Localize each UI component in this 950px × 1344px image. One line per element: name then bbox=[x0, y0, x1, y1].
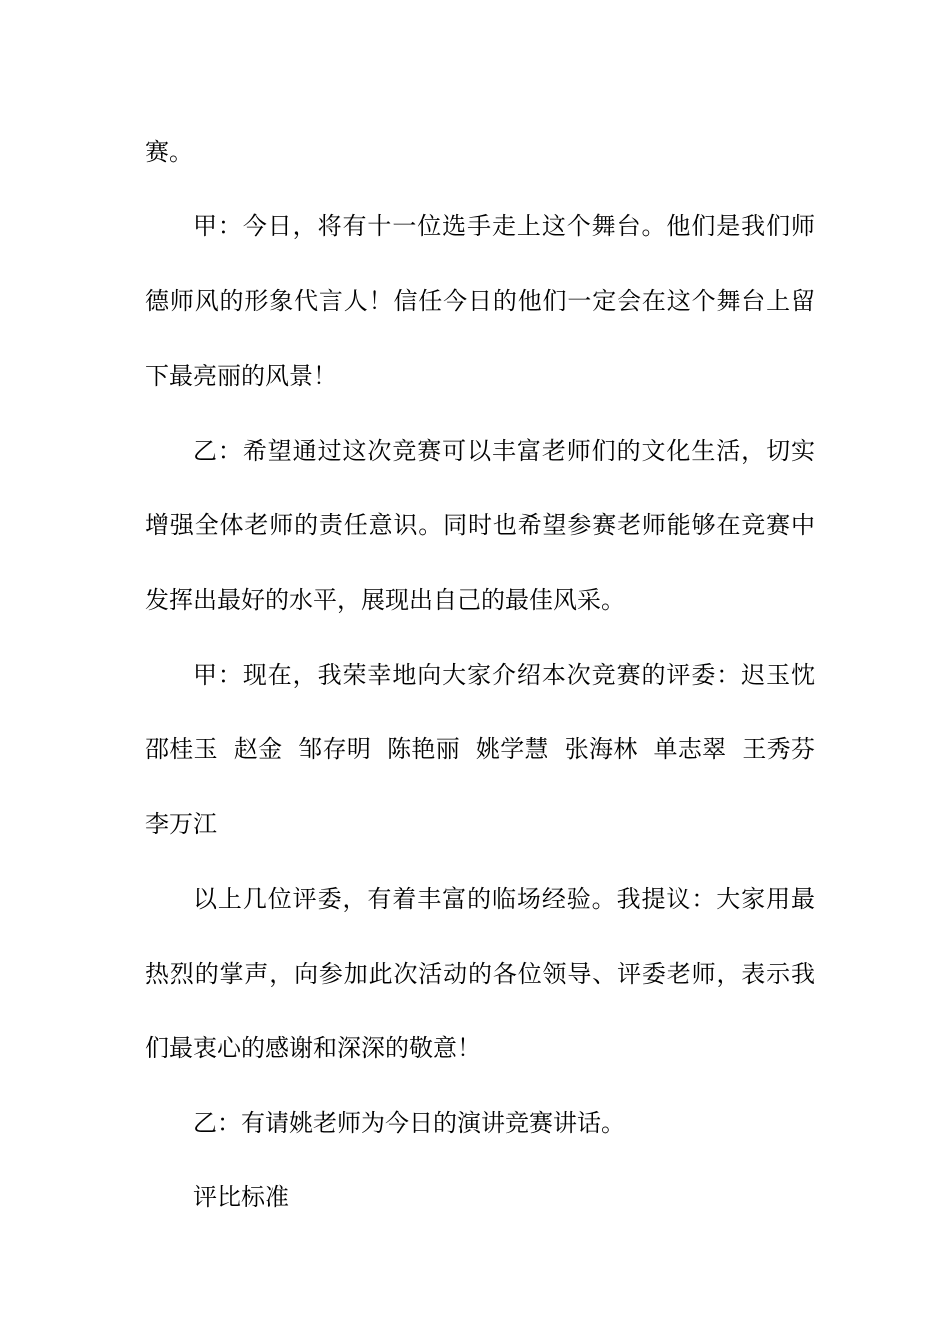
text-line: 李万江 bbox=[145, 810, 217, 838]
section-heading: 评比标准 bbox=[193, 1183, 289, 1211]
text-line: 赛。 bbox=[145, 138, 193, 166]
text-line: 热烈的掌声，向参加此次活动的各位领导、评委老师，表示我 bbox=[145, 960, 815, 988]
judges-list-line: 邵桂玉 赵金 邹存明 陈艳丽 姚学慧 张海林 单志翠 王秀芬 bbox=[145, 735, 815, 763]
text-line: 下最亮丽的风景！ bbox=[145, 362, 337, 390]
paragraph-line: 甲：今日，将有十一位选手走上这个舞台。他们是我们师 bbox=[193, 212, 815, 240]
paragraph-line: 乙：有请姚老师为今日的演讲竞赛讲话。 bbox=[193, 1109, 625, 1137]
text-line: 德师风的形象代言人！信任今日的他们一定会在这个舞台上留 bbox=[145, 287, 815, 315]
text-line: 们最衷心的感谢和深深的敬意！ bbox=[145, 1034, 481, 1062]
paragraph-line: 甲：现在，我荣幸地向大家介绍本次竞赛的评委：迟玉忱 bbox=[193, 661, 815, 689]
text-line: 发挥出最好的水平，展现出自己的最佳风采。 bbox=[145, 586, 625, 614]
paragraph-line: 以上几位评委，有着丰富的临场经验。我提议：大家用最 bbox=[193, 885, 815, 913]
paragraph-line: 乙：希望通过这次竞赛可以丰富老师们的文化生活，切实 bbox=[193, 437, 815, 465]
text-line: 增强全体老师的责任意识。同时也希望参赛老师能够在竞赛中 bbox=[145, 511, 815, 539]
